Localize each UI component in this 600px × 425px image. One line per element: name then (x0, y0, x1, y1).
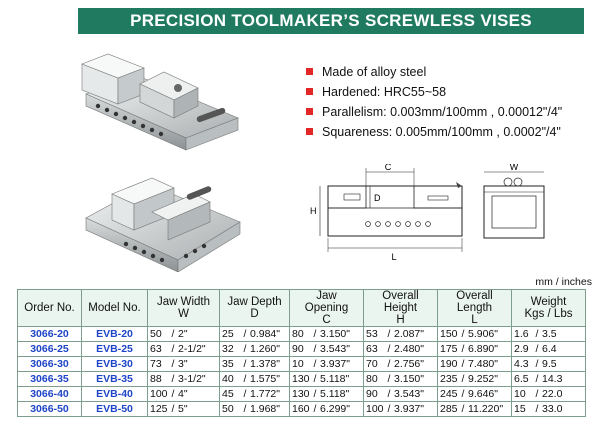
value-separator: / (171, 403, 175, 415)
header-weight: Weight Kgs / Lbs (512, 290, 586, 327)
spec-table (17, 289, 586, 417)
value-separator: / (313, 358, 317, 370)
jaw-width-cell (148, 327, 220, 342)
imperial-value: 3" (178, 358, 188, 370)
imperial-value: 3.543" (320, 343, 351, 355)
table-row (18, 327, 586, 342)
weight-cell (512, 342, 586, 357)
overall-length-cell (438, 342, 512, 357)
metric-value: 25 (222, 328, 234, 340)
jaw-width-cell (148, 372, 220, 387)
imperial-value: 0.984" (250, 328, 281, 340)
value-separator: / (171, 358, 175, 370)
jaw-opening-cell (290, 357, 364, 372)
metric-value: 63 (150, 343, 162, 355)
metric-value: 175 (440, 343, 458, 355)
metric-value: 15 (514, 403, 526, 415)
value-separator: / (387, 343, 391, 355)
jaw-depth-cell (220, 357, 290, 372)
imperial-value: 9.646" (468, 388, 499, 400)
value-separator: / (535, 403, 539, 415)
model-no-cell: EVB-30 (82, 357, 148, 372)
value-separator: / (387, 403, 391, 415)
weight-cell (512, 372, 586, 387)
vise-photo-bottom (82, 160, 252, 272)
imperial-value: 6.890" (468, 343, 499, 355)
metric-value: 235 (440, 373, 458, 385)
header-overall-height: Overall Height H (364, 290, 438, 327)
imperial-value: 5.118" (320, 373, 350, 385)
imperial-value: 2.480" (394, 343, 425, 355)
imperial-value: 3.150" (394, 373, 425, 385)
dim-label-l: L (391, 252, 397, 262)
metric-value: 4.3 (514, 358, 529, 370)
imperial-value: 33.0 (542, 403, 563, 415)
overall-height-cell (364, 372, 438, 387)
weight-cell (512, 327, 586, 342)
value-separator: / (535, 343, 539, 355)
imperial-value: 2-1/2" (178, 343, 206, 355)
metric-value: 70 (366, 358, 378, 370)
feature-item: Made of alloy steel (306, 62, 562, 82)
imperial-value: 1.260" (250, 343, 281, 355)
header-jaw-width: Jaw Width W (148, 290, 220, 327)
value-separator: / (313, 373, 317, 385)
model-no-cell: EVB-40 (82, 387, 148, 402)
page-title: PRECISION TOOLMAKER’S SCREWLESS VISES (78, 8, 584, 34)
value-separator: / (243, 403, 247, 415)
imperial-value: 11.220" (468, 403, 504, 415)
metric-value: 32 (222, 343, 234, 355)
vise-photo-top (78, 42, 248, 152)
dim-label-w: W (509, 164, 519, 172)
value-separator: / (387, 328, 391, 340)
jaw-width-cell (148, 357, 220, 372)
imperial-value: 4" (178, 388, 188, 400)
value-separator: / (313, 403, 317, 415)
imperial-value: 5.118" (320, 388, 350, 400)
value-separator: / (461, 328, 465, 340)
imperial-value: 1.575" (250, 373, 281, 385)
metric-value: 150 (440, 328, 458, 340)
metric-value: 73 (150, 358, 162, 370)
jaw-depth-cell (220, 402, 290, 417)
metric-value: 80 (292, 328, 304, 340)
value-separator: / (171, 328, 175, 340)
value-separator: / (535, 358, 539, 370)
value-separator: / (387, 358, 391, 370)
imperial-value: 2" (178, 328, 188, 340)
value-separator: / (243, 373, 247, 385)
order-no-cell: 3066-50 (18, 402, 82, 417)
jaw-depth-cell (220, 327, 290, 342)
feature-item: Hardened: HRC55~58 (306, 82, 562, 102)
metric-value: 90 (366, 388, 378, 400)
header-model-no: Model No. (82, 290, 148, 327)
metric-value: 80 (366, 373, 378, 385)
metric-value: 88 (150, 373, 162, 385)
imperial-value: 3-1/2" (178, 373, 206, 385)
imperial-value: 7.480" (468, 358, 499, 370)
metric-value: 130 (292, 373, 310, 385)
order-no-cell: 3066-25 (18, 342, 82, 357)
metric-value: 100 (150, 388, 168, 400)
header-order-no: Order No. (18, 290, 82, 327)
jaw-width-cell (148, 342, 220, 357)
overall-length-cell (438, 327, 512, 342)
value-separator: / (171, 388, 175, 400)
model-no-cell: EVB-35 (82, 372, 148, 387)
jaw-depth-cell (220, 342, 290, 357)
value-separator: / (387, 388, 391, 400)
jaw-depth-cell (220, 387, 290, 402)
header-overall-length: Overall Length L (438, 290, 512, 327)
imperial-value: 9.252" (468, 373, 499, 385)
dim-label-d: D (374, 193, 381, 203)
value-separator: / (461, 343, 465, 355)
overall-height-cell (364, 357, 438, 372)
imperial-value: 5" (178, 403, 188, 415)
overall-length-cell (438, 387, 512, 402)
imperial-value: 2.756" (394, 358, 425, 370)
metric-value: 245 (440, 388, 458, 400)
bullet-icon (306, 108, 313, 115)
overall-length-cell (438, 402, 512, 417)
feature-item: Parallelism: 0.003mm/100mm , 0.00012"/4" (306, 102, 562, 122)
table-row (18, 372, 586, 387)
units-label: mm / inches (535, 276, 592, 288)
metric-value: 35 (222, 358, 234, 370)
weight-cell (512, 387, 586, 402)
value-separator: / (461, 403, 465, 415)
dim-label-h: H (310, 206, 317, 216)
bullet-icon (306, 68, 313, 75)
value-separator: / (243, 343, 247, 355)
overall-height-cell (364, 387, 438, 402)
table-row (18, 387, 586, 402)
metric-value: 160 (292, 403, 310, 415)
imperial-value: 3.937" (394, 403, 425, 415)
value-separator: / (535, 373, 539, 385)
imperial-value: 3.5 (542, 328, 557, 340)
value-separator: / (313, 328, 317, 340)
order-no-cell: 3066-40 (18, 387, 82, 402)
imperial-value: 1.772" (250, 388, 281, 400)
imperial-value: 9.5 (542, 358, 557, 370)
value-separator: / (313, 388, 317, 400)
imperial-value: 1.378" (250, 358, 281, 370)
overall-length-cell (438, 357, 512, 372)
header-jaw-opening: Jaw Opening C (290, 290, 364, 327)
bullet-icon (306, 128, 313, 135)
jaw-opening-cell (290, 387, 364, 402)
value-separator: / (461, 358, 465, 370)
metric-value: 10 (514, 388, 526, 400)
jaw-opening-cell (290, 342, 364, 357)
weight-cell (512, 357, 586, 372)
metric-value: 6.5 (514, 373, 529, 385)
value-separator: / (171, 373, 175, 385)
table-row (18, 357, 586, 372)
imperial-value: 1.968" (250, 403, 281, 415)
metric-value: 2.9 (514, 343, 529, 355)
imperial-value: 14.3 (542, 373, 563, 385)
metric-value: 1.6 (514, 328, 529, 340)
value-separator: / (313, 343, 317, 355)
bullet-icon (306, 88, 313, 95)
metric-value: 90 (292, 343, 304, 355)
order-no-cell: 3066-30 (18, 357, 82, 372)
value-separator: / (461, 388, 465, 400)
overall-length-cell (438, 372, 512, 387)
jaw-depth-cell (220, 372, 290, 387)
dim-label-c: C (384, 164, 392, 172)
value-separator: / (243, 328, 247, 340)
imperial-value: 22.0 (542, 388, 563, 400)
metric-value: 10 (292, 358, 304, 370)
metric-value: 50 (222, 403, 234, 415)
value-separator: / (243, 388, 247, 400)
table-header-row (18, 290, 586, 327)
value-separator: / (461, 373, 465, 385)
metric-value: 50 (150, 328, 162, 340)
metric-value: 45 (222, 388, 234, 400)
jaw-opening-cell (290, 402, 364, 417)
metric-value: 125 (150, 403, 168, 415)
value-separator: / (535, 328, 539, 340)
metric-value: 285 (440, 403, 458, 415)
metric-value: 63 (366, 343, 378, 355)
imperial-value: 3.543" (394, 388, 425, 400)
overall-height-cell (364, 342, 438, 357)
imperial-value: 6.299" (320, 403, 351, 415)
model-no-cell: EVB-25 (82, 342, 148, 357)
metric-value: 190 (440, 358, 458, 370)
metric-value: 130 (292, 388, 310, 400)
table-row (18, 342, 586, 357)
model-no-cell: EVB-20 (82, 327, 148, 342)
imperial-value: 6.4 (542, 343, 557, 355)
header-jaw-depth: Jaw Depth D (220, 290, 290, 327)
weight-cell (512, 402, 586, 417)
imperial-value: 3.937" (320, 358, 351, 370)
order-no-cell: 3066-35 (18, 372, 82, 387)
value-separator: / (387, 373, 391, 385)
metric-value: 100 (366, 403, 384, 415)
imperial-value: 3.150" (320, 328, 351, 340)
jaw-width-cell (148, 402, 220, 417)
metric-value: 40 (222, 373, 234, 385)
end-view-drawing (478, 164, 550, 242)
metric-value: 53 (366, 328, 378, 340)
jaw-opening-cell (290, 327, 364, 342)
table-row (18, 402, 586, 417)
jaw-opening-cell (290, 372, 364, 387)
model-no-cell: EVB-50 (82, 402, 148, 417)
imperial-value: 5.906" (468, 328, 499, 340)
feature-item: Squareness: 0.005mm/100mm , 0.0002"/4" (306, 122, 562, 142)
side-view-drawing (308, 164, 480, 264)
order-no-cell: 3066-20 (18, 327, 82, 342)
value-separator: / (171, 343, 175, 355)
overall-height-cell (364, 327, 438, 342)
overall-height-cell (364, 402, 438, 417)
value-separator: / (535, 388, 539, 400)
imperial-value: 2.087" (394, 328, 425, 340)
value-separator: / (243, 358, 247, 370)
feature-list (306, 62, 562, 142)
jaw-width-cell (148, 387, 220, 402)
